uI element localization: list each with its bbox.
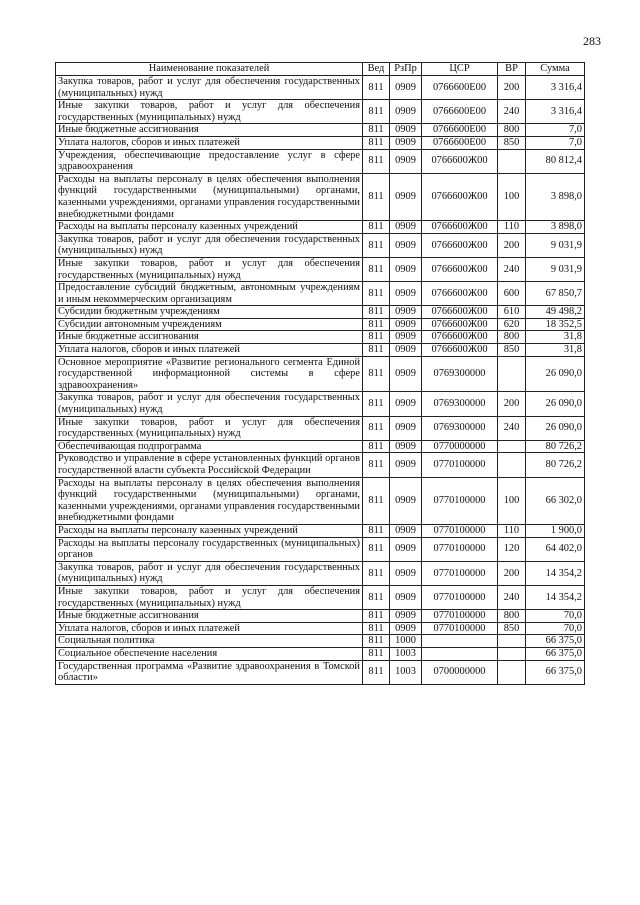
header-ved: Вед: [363, 63, 390, 76]
cell-sum: 66 375,0: [526, 635, 585, 648]
cell-sum: 70,0: [526, 622, 585, 635]
cell-csr: 0770100000: [422, 622, 498, 635]
cell-vr: 240: [498, 100, 526, 124]
cell-name: Субсидии бюджетным учреждениям: [56, 306, 363, 319]
table-row: [56, 585, 585, 609]
table-row: [56, 647, 585, 660]
cell-sum: 64 402,0: [526, 537, 585, 561]
cell-ved: 811: [363, 440, 390, 453]
table-row: [56, 100, 585, 124]
cell-ved: 811: [363, 647, 390, 660]
cell-sum: 67 850,7: [526, 282, 585, 306]
cell-name: Закупка товаров, работ и услуг для обеспечения государственных (муниципальных) нужд: [56, 561, 363, 585]
cell-sum: 66 302,0: [526, 477, 585, 524]
cell-rzpr: 0909: [390, 331, 422, 344]
cell-name: Расходы на выплаты персоналу в целях обеспечения выполнения функций государственными (муниципальными) органами, казенными учреждениями, органами управления государственными внебюджетными фондами: [56, 477, 363, 524]
cell-ved: 811: [363, 124, 390, 137]
cell-name: Предоставление субсидий бюджетным, автономным учреждениям и иным некоммерческим организациям: [56, 282, 363, 306]
cell-rzpr: 0909: [390, 318, 422, 331]
cell-csr: 0769300000: [422, 416, 498, 440]
header-csr: ЦСР: [422, 63, 498, 76]
cell-sum: 66 375,0: [526, 660, 585, 684]
cell-sum: 3 898,0: [526, 173, 585, 220]
cell-sum: 26 090,0: [526, 356, 585, 392]
cell-csr: 0770100000: [422, 561, 498, 585]
table-row: [56, 356, 585, 392]
cell-vr: 110: [498, 221, 526, 234]
cell-rzpr: 0909: [390, 440, 422, 453]
cell-name: Иные бюджетные ассигнования: [56, 610, 363, 623]
table-row: [56, 136, 585, 149]
cell-rzpr: 0909: [390, 416, 422, 440]
cell-rzpr: 0909: [390, 100, 422, 124]
cell-csr: 0766600Ж00: [422, 282, 498, 306]
cell-csr: 0770100000: [422, 477, 498, 524]
cell-sum: 80 726,2: [526, 453, 585, 477]
cell-sum: 26 090,0: [526, 392, 585, 416]
cell-rzpr: 0909: [390, 585, 422, 609]
cell-sum: 31,8: [526, 344, 585, 357]
cell-csr: 0766600Ж00: [422, 344, 498, 357]
header-vr: ВР: [498, 63, 526, 76]
cell-sum: 3 316,4: [526, 76, 585, 100]
cell-csr: 0766600Е00: [422, 124, 498, 137]
table-row: [56, 344, 585, 357]
cell-rzpr: 1003: [390, 647, 422, 660]
cell-rzpr: 0909: [390, 524, 422, 537]
cell-rzpr: 0909: [390, 149, 422, 173]
table-row: [56, 622, 585, 635]
cell-rzpr: 0909: [390, 173, 422, 220]
cell-sum: 7,0: [526, 124, 585, 137]
header-rzpr: РзПр: [390, 63, 422, 76]
cell-ved: 811: [363, 173, 390, 220]
cell-name: Уплата налогов, сборов и иных платежей: [56, 622, 363, 635]
cell-sum: 3 898,0: [526, 221, 585, 234]
cell-rzpr: 0909: [390, 453, 422, 477]
table-row: [56, 257, 585, 281]
cell-name: Иные бюджетные ассигнования: [56, 331, 363, 344]
cell-vr: [498, 440, 526, 453]
cell-name: Закупка товаров, работ и услуг для обеспечения государственных (муниципальных) нужд: [56, 392, 363, 416]
cell-csr: 0766600Ж00: [422, 318, 498, 331]
cell-ved: 811: [363, 331, 390, 344]
table-row: [56, 635, 585, 648]
cell-name: Расходы на выплаты персоналу в целях обеспечения выполнения функций государственными (муниципальными) органами, казенными учреждениями, органами управления государственными внебюджетными фондами: [56, 173, 363, 220]
table-row: [56, 282, 585, 306]
cell-ved: 811: [363, 524, 390, 537]
budget-table: [55, 62, 585, 685]
header-sum: Сумма: [526, 63, 585, 76]
cell-vr: [498, 635, 526, 648]
cell-name: Уплата налогов, сборов и иных платежей: [56, 344, 363, 357]
cell-rzpr: 0909: [390, 477, 422, 524]
cell-vr: 800: [498, 124, 526, 137]
cell-csr: 0770100000: [422, 453, 498, 477]
cell-ved: 811: [363, 356, 390, 392]
cell-ved: 811: [363, 561, 390, 585]
cell-name: Социальное обеспечение населения: [56, 647, 363, 660]
table-row: [56, 660, 585, 684]
cell-vr: 850: [498, 136, 526, 149]
cell-rzpr: 0909: [390, 221, 422, 234]
cell-rzpr: 0909: [390, 392, 422, 416]
cell-rzpr: 0909: [390, 136, 422, 149]
cell-name: Иные закупки товаров, работ и услуг для обеспечения государственных (муниципальных) нужд: [56, 416, 363, 440]
cell-ved: 811: [363, 585, 390, 609]
cell-vr: 600: [498, 282, 526, 306]
cell-rzpr: 0909: [390, 233, 422, 257]
cell-ved: 811: [363, 660, 390, 684]
cell-ved: 811: [363, 416, 390, 440]
cell-name: Основное мероприятие «Развитие регионального сегмента Единой государственной информационной системы в сфере здравоохранения»: [56, 356, 363, 392]
cell-sum: 9 031,9: [526, 257, 585, 281]
cell-rzpr: 0909: [390, 306, 422, 319]
cell-vr: 110: [498, 524, 526, 537]
cell-sum: 70,0: [526, 610, 585, 623]
cell-vr: 120: [498, 537, 526, 561]
cell-ved: 811: [363, 318, 390, 331]
cell-name: Руководство и управление в сфере установленных функций органов государственной власти субъекта Российской Федерации: [56, 453, 363, 477]
cell-rzpr: 0909: [390, 344, 422, 357]
cell-rzpr: 1000: [390, 635, 422, 648]
cell-rzpr: 0909: [390, 282, 422, 306]
cell-vr: 200: [498, 561, 526, 585]
table-row: [56, 76, 585, 100]
cell-csr: 0766600Ж00: [422, 331, 498, 344]
cell-ved: 811: [363, 477, 390, 524]
cell-sum: 3 316,4: [526, 100, 585, 124]
table-row: [56, 440, 585, 453]
cell-ved: 811: [363, 635, 390, 648]
cell-sum: 7,0: [526, 136, 585, 149]
cell-csr: 0770100000: [422, 610, 498, 623]
cell-rzpr: 0909: [390, 622, 422, 635]
cell-sum: 80 726,2: [526, 440, 585, 453]
cell-csr: [422, 635, 498, 648]
cell-sum: 49 498,2: [526, 306, 585, 319]
cell-ved: 811: [363, 136, 390, 149]
cell-vr: 200: [498, 233, 526, 257]
cell-name: Иные закупки товаров, работ и услуг для обеспечения государственных (муниципальных) нужд: [56, 100, 363, 124]
cell-ved: 811: [363, 453, 390, 477]
cell-sum: 18 352,5: [526, 318, 585, 331]
table-row: [56, 610, 585, 623]
cell-vr: 100: [498, 173, 526, 220]
cell-name: Уплата налогов, сборов и иных платежей: [56, 136, 363, 149]
cell-vr: [498, 453, 526, 477]
cell-csr: 0769300000: [422, 392, 498, 416]
cell-ved: 811: [363, 344, 390, 357]
cell-rzpr: 0909: [390, 356, 422, 392]
cell-csr: 0766600Ж00: [422, 233, 498, 257]
cell-sum: 14 354,2: [526, 585, 585, 609]
cell-vr: 100: [498, 477, 526, 524]
cell-csr: 0766600Е00: [422, 76, 498, 100]
cell-name: Социальная политика: [56, 635, 363, 648]
cell-name: Закупка товаров, работ и услуг для обеспечения государственных (муниципальных) нужд: [56, 233, 363, 257]
table-row: [56, 221, 585, 234]
cell-name: Субсидии автономным учреждениям: [56, 318, 363, 331]
cell-rzpr: 0909: [390, 76, 422, 100]
cell-vr: [498, 149, 526, 173]
cell-csr: 0766600Ж00: [422, 173, 498, 220]
table-row: [56, 331, 585, 344]
cell-ved: 811: [363, 221, 390, 234]
cell-rzpr: 0909: [390, 257, 422, 281]
cell-rzpr: 0909: [390, 537, 422, 561]
table-row: [56, 392, 585, 416]
cell-csr: 0766600Ж00: [422, 306, 498, 319]
cell-vr: [498, 660, 526, 684]
cell-ved: 811: [363, 622, 390, 635]
cell-sum: 80 812,4: [526, 149, 585, 173]
cell-ved: 811: [363, 100, 390, 124]
cell-name: Расходы на выплаты персоналу казенных учреждений: [56, 524, 363, 537]
cell-ved: 811: [363, 257, 390, 281]
cell-ved: 811: [363, 392, 390, 416]
cell-vr: 610: [498, 306, 526, 319]
cell-csr: 0770100000: [422, 537, 498, 561]
cell-name: Иные закупки товаров, работ и услуг для обеспечения государственных (муниципальных) нужд: [56, 585, 363, 609]
cell-ved: 811: [363, 610, 390, 623]
cell-csr: 0770000000: [422, 440, 498, 453]
cell-csr: 0770100000: [422, 524, 498, 537]
table-row: [56, 149, 585, 173]
table-header-row: [56, 63, 585, 76]
cell-rzpr: 1003: [390, 660, 422, 684]
cell-name: Государственная программа «Развитие здравоохранения в Томской области»: [56, 660, 363, 684]
cell-name: Закупка товаров, работ и услуг для обеспечения государственных (муниципальных) нужд: [56, 76, 363, 100]
cell-vr: [498, 647, 526, 660]
cell-vr: 240: [498, 585, 526, 609]
cell-csr: 0766600Е00: [422, 100, 498, 124]
table-row: [56, 318, 585, 331]
cell-vr: 850: [498, 622, 526, 635]
cell-name: Иные бюджетные ассигнования: [56, 124, 363, 137]
page-number: 283: [583, 34, 601, 48]
cell-vr: 200: [498, 392, 526, 416]
header-name: Наименование показателей: [56, 63, 363, 76]
cell-name: Учреждения, обеспечивающие предоставление услуг в сфере здравоохранения: [56, 149, 363, 173]
cell-csr: 0766600Е00: [422, 136, 498, 149]
table-row: [56, 477, 585, 524]
table-row: [56, 537, 585, 561]
cell-vr: 800: [498, 331, 526, 344]
cell-vr: 850: [498, 344, 526, 357]
cell-csr: [422, 647, 498, 660]
cell-csr: 0766600Ж00: [422, 257, 498, 281]
cell-vr: 800: [498, 610, 526, 623]
cell-csr: 0770100000: [422, 585, 498, 609]
cell-rzpr: 0909: [390, 610, 422, 623]
cell-name: Иные закупки товаров, работ и услуг для обеспечения государственных (муниципальных) нужд: [56, 257, 363, 281]
table-row: [56, 453, 585, 477]
cell-ved: 811: [363, 306, 390, 319]
cell-sum: 66 375,0: [526, 647, 585, 660]
cell-ved: 811: [363, 537, 390, 561]
cell-name: Расходы на выплаты персоналу казенных учреждений: [56, 221, 363, 234]
cell-vr: 240: [498, 416, 526, 440]
table-row: [56, 233, 585, 257]
cell-name: Расходы на выплаты персоналу государственных (муниципальных) органов: [56, 537, 363, 561]
table-row: [56, 524, 585, 537]
cell-ved: 811: [363, 149, 390, 173]
cell-vr: 620: [498, 318, 526, 331]
table-row: [56, 306, 585, 319]
cell-csr: 0766600Ж00: [422, 221, 498, 234]
cell-rzpr: 0909: [390, 561, 422, 585]
cell-vr: 240: [498, 257, 526, 281]
cell-name: Обеспечивающая подпрограмма: [56, 440, 363, 453]
table-row: [56, 124, 585, 137]
cell-sum: 9 031,9: [526, 233, 585, 257]
cell-sum: 14 354,2: [526, 561, 585, 585]
table-row: [56, 173, 585, 220]
cell-ved: 811: [363, 233, 390, 257]
cell-sum: 31,8: [526, 331, 585, 344]
cell-sum: 26 090,0: [526, 416, 585, 440]
cell-ved: 811: [363, 282, 390, 306]
cell-csr: 0769300000: [422, 356, 498, 392]
cell-sum: 1 900,0: [526, 524, 585, 537]
cell-ved: 811: [363, 76, 390, 100]
table-row: [56, 416, 585, 440]
cell-rzpr: 0909: [390, 124, 422, 137]
table-row: [56, 561, 585, 585]
cell-vr: [498, 356, 526, 392]
cell-vr: 200: [498, 76, 526, 100]
cell-csr: 0700000000: [422, 660, 498, 684]
cell-csr: 0766600Ж00: [422, 149, 498, 173]
